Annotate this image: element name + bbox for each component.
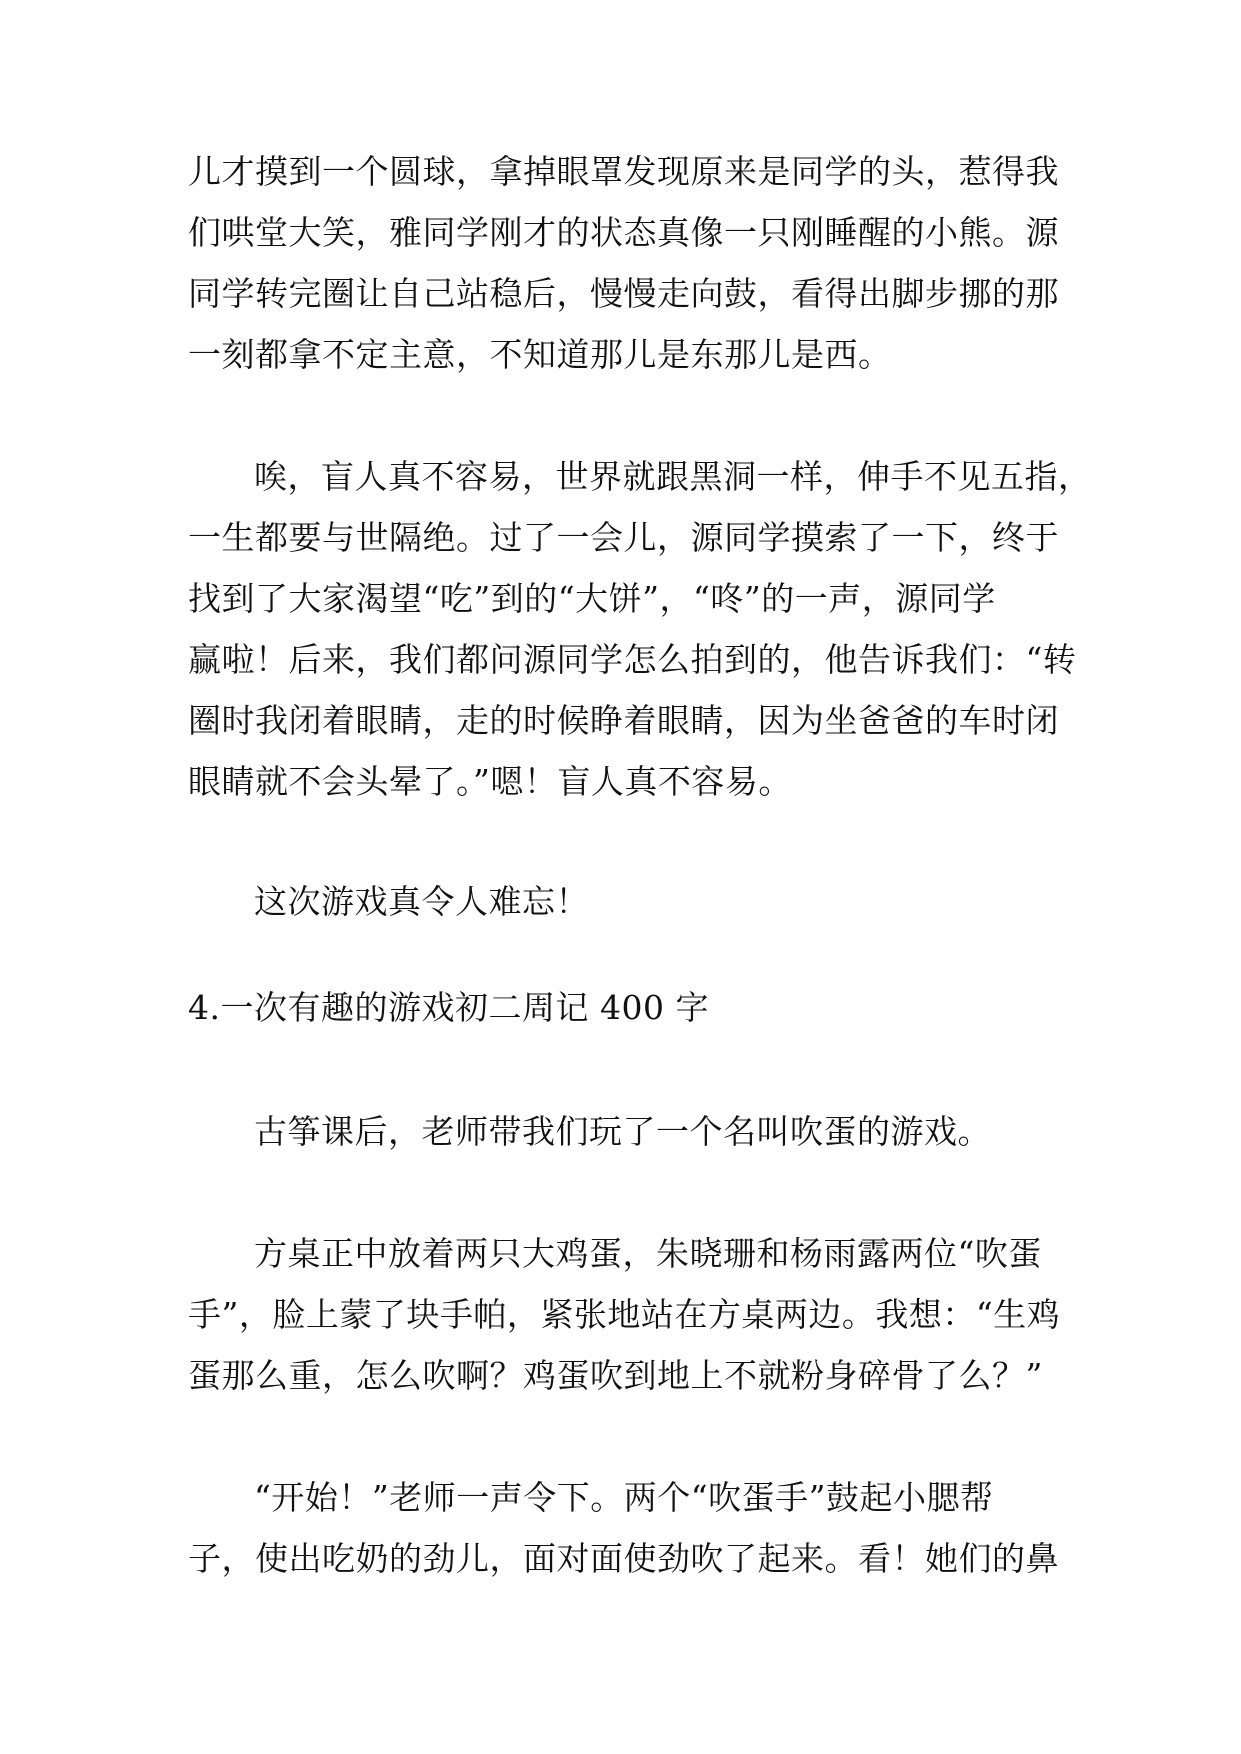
section-heading: 4.一次有趣的游戏初二周记 400 字 bbox=[188, 988, 709, 1027]
text-line: 们哄堂大笑，雅同学刚才的状态真像一只刚睡醒的小熊。源 bbox=[188, 213, 1059, 252]
text-line: 方桌正中放着两只大鸡蛋，朱晓珊和杨雨露两位“吹蛋 bbox=[254, 1234, 1042, 1273]
text-line: 唉，盲人真不容易，世界就跟黑洞一样，伸手不见五指， bbox=[254, 457, 1092, 496]
text-line: 找到了大家渴望“吃”到的“大饼”，“咚”的一声，源同学 bbox=[188, 579, 996, 618]
text-line: “开始！”老师一声令下。两个“吹蛋手”鼓起小腮帮 bbox=[254, 1478, 994, 1517]
text-line: 子，使出吃奶的劲儿，面对面使劲吹了起来。看！她们的鼻 bbox=[188, 1539, 1059, 1578]
text-line: 古筝课后，老师带我们玩了一个名叫吹蛋的游戏。 bbox=[254, 1112, 991, 1151]
text-line: 手”，脸上蒙了块手帕，紧张地站在方桌两边。我想：“生鸡 bbox=[188, 1295, 1061, 1334]
text-line: 一生都要与世隔绝。过了一会儿，源同学摸索了一下，终于 bbox=[188, 518, 1059, 557]
text-line: 一刻都拿不定主意，不知道那儿是东那儿是西。 bbox=[188, 335, 892, 374]
text-line: 赢啦！后来，我们都问源同学怎么拍到的，他告诉我们：“转 bbox=[188, 640, 1077, 679]
text-line: 圈时我闭着眼睛，走的时候睁着眼睛，因为坐爸爸的车时闭 bbox=[188, 701, 1059, 740]
text-line: 蛋那么重，怎么吹啊？鸡蛋吹到地上不就粉身碎骨了么？” bbox=[188, 1356, 1043, 1395]
text-line: 儿才摸到一个圆球，拿掉眼罩发现原来是同学的头，惹得我 bbox=[188, 152, 1059, 191]
text-line: 眼睛就不会头晕了。”嗯！盲人真不容易。 bbox=[188, 762, 792, 801]
text-line: 这次游戏真令人难忘！ bbox=[254, 882, 589, 921]
text-line: 同学转完圈让自己站稳后，慢慢走向鼓，看得出脚步挪的那 bbox=[188, 274, 1059, 313]
